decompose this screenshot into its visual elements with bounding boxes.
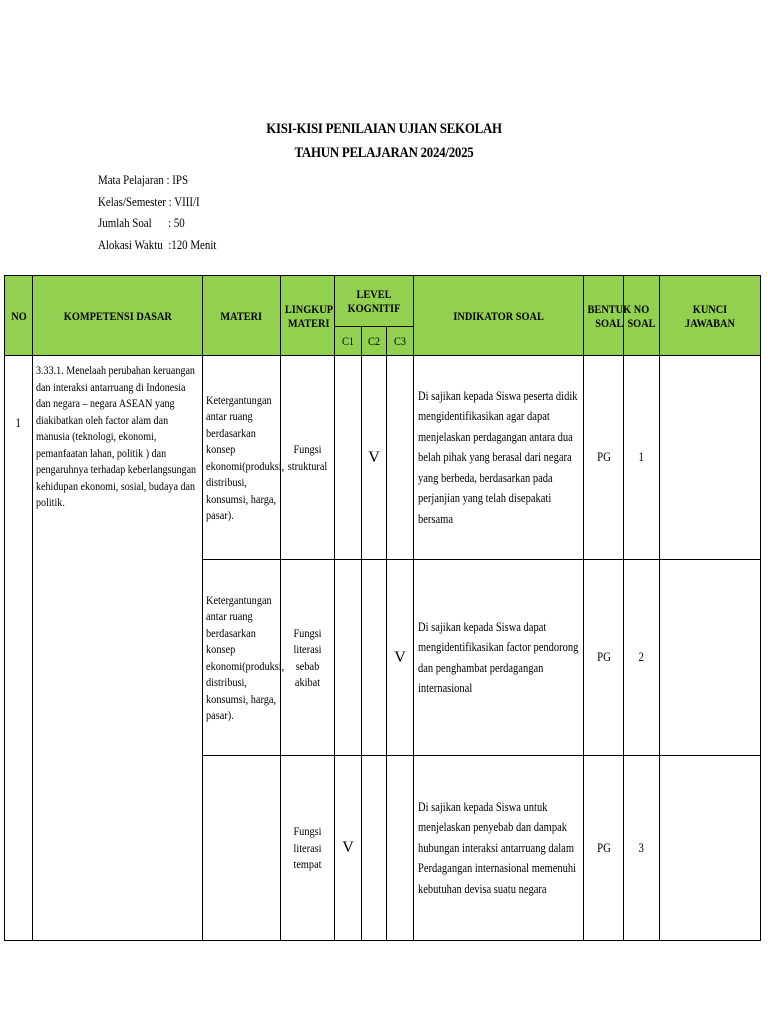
header-bentuk-soal: BENTUK SOAL: [584, 276, 624, 356]
cell-no-soal: 3: [624, 756, 660, 941]
header-c1: C1: [335, 327, 362, 356]
header-c2: C2: [362, 327, 387, 356]
document-subtitle: TAHUN PELAJARAN 2024/2025: [294, 145, 474, 161]
cell-indikator: Di sajikan kepada Siswa untuk menjelaskan penyebab dan dampak hubungan interaksi antarruang dalam Perdagangan internasional memenuhi kebutuhan devisa suatu negara: [414, 756, 584, 941]
cell-bentuk: PG: [584, 560, 624, 756]
header-no-soal: NO SOAL: [624, 276, 660, 356]
cell-c1: [335, 356, 362, 560]
cell-c2: [362, 560, 387, 756]
cell-indikator: Di sajikan kepada Siswa peserta didik mengidentifikasikan agar dapat menjelaskan perdagangan antara dua belah pihak yang berasal dari negara yang berbeda, berdasarkan pada perjanjian yang telah disepakati bersama: [414, 356, 584, 560]
cell-no-soal: 2: [624, 560, 660, 756]
header-lingkup-materi: LINGKUP MATERI: [281, 276, 335, 356]
cell-c1: V: [335, 756, 362, 941]
cell-kunci: [660, 560, 761, 756]
meta-alokasi-waktu: Alokasi Waktu :120 Menit: [98, 236, 217, 252]
header-no: NO: [5, 276, 33, 356]
cell-no: 1: [5, 356, 33, 941]
table-row: [5, 356, 761, 560]
cell-bentuk: PG: [584, 756, 624, 941]
cell-kunci: [660, 356, 761, 560]
header-kompetensi-dasar: KOMPETENSI DASAR: [33, 276, 203, 356]
cell-lingkup: Fungsi literasi tempat: [281, 756, 335, 941]
cell-c2: V: [362, 356, 387, 560]
cell-no-soal: 1: [624, 356, 660, 560]
meta-block: [98, 169, 216, 255]
cell-materi: Ketergantungan antar ruang berdasarkan konsep ekonomi(produksi, distribusi, konsumsi, harga, pasar).: [203, 356, 281, 560]
header-level-kognitif: LEVEL KOGNITIF: [335, 276, 414, 327]
cell-bentuk: PG: [584, 356, 624, 560]
document-title: KISI-KISI PENILAIAN UJIAN SEKOLAH: [266, 121, 502, 137]
table-header-row: [5, 276, 761, 327]
cell-c2: [362, 756, 387, 941]
meta-kelas-semester: Kelas/Semester : VIII/I: [98, 193, 200, 209]
cell-c3: [387, 356, 414, 560]
kisi-kisi-table: [4, 275, 761, 941]
cell-c3: V: [387, 560, 414, 756]
header-kunci-jawaban: KUNCI JAWABAN: [660, 276, 761, 356]
cell-kompetensi-dasar: 3.33.1. Menelaah perubahan keruangan dan interaksi antarruang di Indonesia dan negara – negara ASEAN yang diakibatkan oleh factor alam dan manusia (teknologi, ekonomi, pemanfaatan lahan, politik ) dan pengaruhnya terhadap keberlangsungan kehidupan ekonomi, sosial, budaya dan politik.: [33, 356, 203, 941]
cell-c1: [335, 560, 362, 756]
header-materi: MATERI: [203, 276, 281, 356]
meta-mata-pelajaran: Mata Pelajaran : IPS: [98, 172, 189, 187]
cell-materi: [203, 756, 281, 941]
header-indikator-soal: INDIKATOR SOAL: [414, 276, 584, 356]
cell-indikator: Di sajikan kepada Siswa dapat mengidentifikasikan factor pendorong dan penghambat perdagangan internasional: [414, 560, 584, 756]
cell-lingkup: Fungsi literasi sebab akibat: [281, 560, 335, 756]
header-c3: C3: [387, 327, 414, 356]
cell-materi: Ketergantungan antar ruang berdasarkan konsep ekonomi(produksi, distribusi, konsumsi, harga, pasar).: [203, 560, 281, 756]
cell-c3: [387, 756, 414, 941]
cell-kunci: [660, 756, 761, 941]
cell-lingkup: Fungsi struktural: [281, 356, 335, 560]
meta-jumlah-soal: Jumlah Soal : 50: [98, 215, 185, 230]
